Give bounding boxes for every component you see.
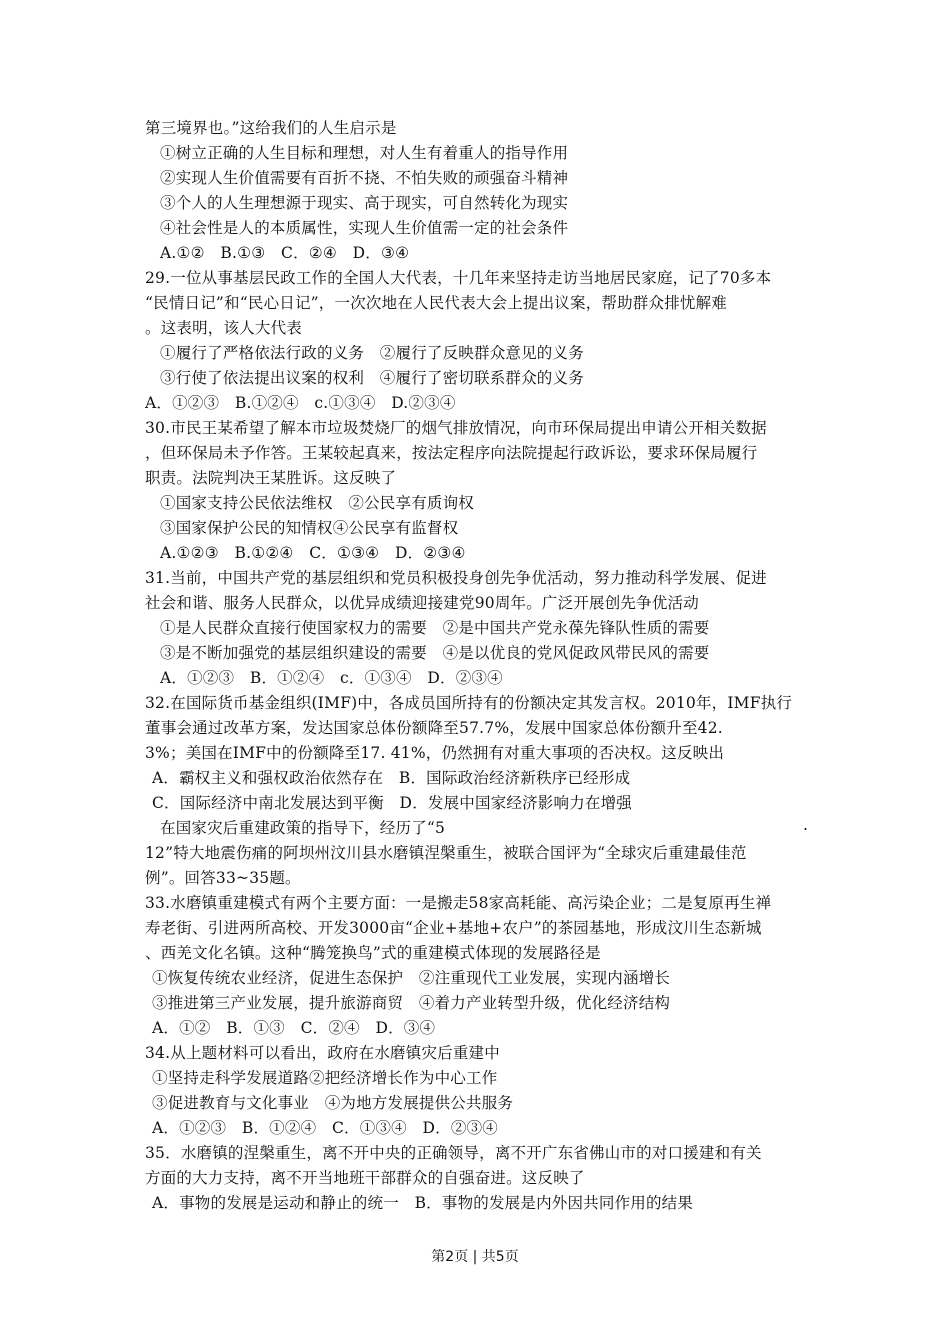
option-line: ①恢复传统农业经济，促进生态保护 ②注重现代工业发展，实现内涵增长 <box>152 969 671 987</box>
text-line: 、西羌文化名镇。这种“腾笼换鸟”式的重建模式体现的发展路径是 <box>145 944 601 962</box>
answer-choices: A．①②③ B．①②④ c．①③④ D．②③④ <box>160 669 503 687</box>
passage-intro: 在国家灾后重建政策的指导下，经历了“5 <box>160 819 446 837</box>
text-line: 第三境界也。”这给我们的人生启示是 <box>145 119 397 137</box>
page-footer: 第2页 | 共5页 <box>431 1249 519 1265</box>
answer-choices: A．①②③ B.①②④ c.①③④ D.②③④ <box>145 394 456 412</box>
option-line: ③促进教育与文化事业 ④为地方发展提供公共服务 <box>152 1094 514 1112</box>
option-line: A．霸权主义和强权政治依然存在 B．国际政治经济新秩序已经形成 <box>152 769 631 787</box>
text-line: 职责。法院判决王某胜诉。这反映了 <box>145 469 397 487</box>
text-line: “民情日记”和“民心日记”，一次次地在人民代表大会上提出议案，帮助群众排忧解难 <box>145 294 727 312</box>
answer-choices: A.①②③ B.①②④ C．①③④ D．②③④ <box>160 544 466 562</box>
option-line: ②实现人生价值需要有百折不挠、不怕失败的顽强奋斗精神 <box>160 169 569 187</box>
option-line: ④社会性是人的本质属性，实现人生价值需一定的社会条件 <box>160 219 569 237</box>
text-line: 社会和谐、服务人民群众，以优异成绩迎接建党90周年。广泛开展创先争优活动 <box>145 594 699 612</box>
text-line: 12”特大地震伤痛的阿坝州汶川县水磨镇涅槃重生，被联合国评为“全球灾后重建最佳范 <box>145 844 747 862</box>
option-line: ③个人的人生理想源于现实、高于现实，可自然转化为现实 <box>160 194 569 212</box>
answer-choices: A．①② B．①③ C．②④ D．③④ <box>152 1019 436 1037</box>
option-line: ①履行了严格依法行政的义务 ②履行了反映群众意见的义务 <box>160 344 584 362</box>
question-29: 29.一位从事基层民政工作的全国人大代表，十几年来坚持走访当地居民家庭，记了70多本 <box>145 269 772 287</box>
question-30: 30.市民王某希望了解本市垃圾焚烧厂的烟气排放情况，向市环保局提出申请公开相关数据 <box>145 419 767 437</box>
option-line: A．事物的发展是运动和静止的统一 B．事物的发展是内外因共同作用的结果 <box>152 1194 694 1212</box>
option-line: ③行使了依法提出议案的权利 ④履行了密切联系群众的义务 <box>160 369 584 387</box>
option-line: ①坚持走科学发展道路②把经济增长作为中心工作 <box>152 1069 498 1087</box>
text-line: 寿老街、引进两所高校、开发3000亩“企业+基地+农户”的茶园基地，形成汶川生态新城 <box>145 919 762 937</box>
stray-mark: . <box>803 816 808 834</box>
option-line: ①树立正确的人生目标和理想，对人生有着重人的指导作用 <box>160 144 569 162</box>
option-line: ①是人民群众直接行使国家权力的需要 ②是中国共产党永葆先锋队性质的需要 <box>160 619 710 637</box>
option-line: ③是不断加强党的基层组织建设的需要 ④是以优良的党风促政风带民风的需要 <box>160 644 710 662</box>
text-line: 董事会通过改革方案，发达国家总体份额降至57.7%，发展中国家总体份额升至42. <box>145 719 723 737</box>
answer-choices: A．①②③ B．①②④ C．①③④ D．②③④ <box>152 1119 498 1137</box>
text-line: 方面的大力支持，离不开当地班干部群众的自强奋进。这反映了 <box>145 1169 585 1187</box>
text-line: 3%；美国在IMF中的份额降至17. 41%，仍然拥有对重大事项的否决权。这反映出 <box>145 744 725 762</box>
question-35: 35．水磨镇的涅槃重生，离不开中央的正确领导，离不开广东省佛山市的对口援建和有关 <box>145 1144 762 1162</box>
question-32: 32.在国际货币基金组织(IMF)中，各成员国所持有的份额决定其发言权。2010年，IMF执行 <box>145 694 793 712</box>
answer-choices: A.①② B.①③ C．②④ D．③④ <box>160 244 410 262</box>
option-line: C．国际经济中南北发展达到平衡 D．发展中国家经济影响力在增强 <box>152 794 632 812</box>
question-33: 33.水磨镇重建模式有两个主要方面：一是搬走58家高耗能、高污染企业；二是复原再生禅 <box>145 894 772 912</box>
question-34: 34.从上题材料可以看出，政府在水磨镇灾后重建中 <box>145 1044 500 1062</box>
text-line: 例”。回答33~35题。 <box>145 869 301 887</box>
option-line: ①国家支持公民依法维权 ②公民享有质询权 <box>160 494 475 512</box>
option-line: ③推进第三产业发展，提升旅游商贸 ④着力产业转型升级，优化经济结构 <box>152 994 671 1012</box>
text-line: 。这表明，该人大代表 <box>145 319 303 337</box>
option-line: ③国家保护公民的知情权④公民享有监督权 <box>160 519 459 537</box>
question-31: 31.当前，中国共产党的基层组织和党员积极投身创先争优活动，努力推动科学发展、促进 <box>145 569 767 587</box>
text-line: ，但环保局未予作答。王某较起真来，按法定程序向法院提起行政诉讼，要求环保局履行 <box>145 444 758 462</box>
